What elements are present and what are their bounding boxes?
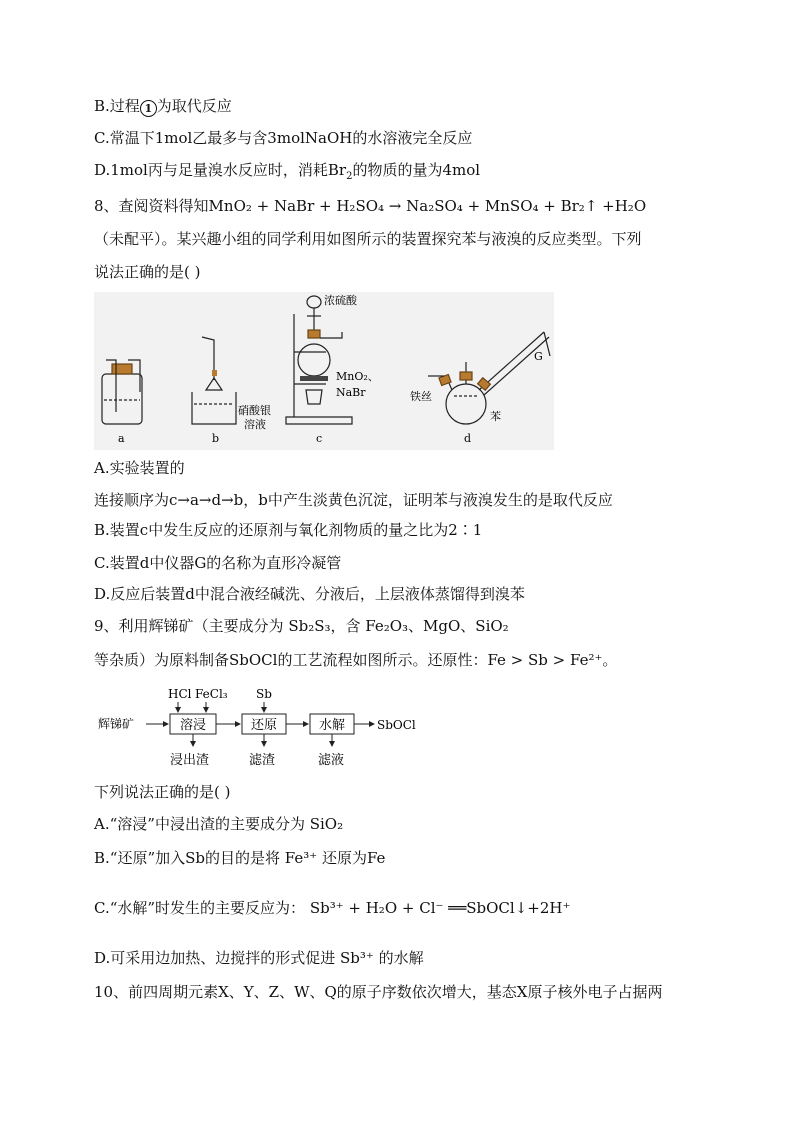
q10-stem-line1: 10、前四周期元素X、Y、Z、W、Q的原子序数依次增大，基态X原子核外电子占据两 (94, 983, 663, 1001)
process-flow-diagram (94, 684, 434, 774)
q9-stem-line1: 9、利用辉锑矿（主要成分为 Sb₂S₃，含 Fe₂O₃、MgO、SiO₂ (94, 617, 509, 635)
label-a: a (118, 432, 125, 445)
q8-equation: MnO₂ + NaBr + H₂SO₄ → Na₂SO₄ + MnSO₄ + Br₂↑ +H₂O (208, 197, 647, 215)
q7-option-b: B.过程 1 为取代反应 (94, 97, 232, 115)
label-g: G (534, 350, 543, 363)
apparatus-figure (94, 292, 554, 450)
svg-text:硝酸银: 硝酸银 (238, 404, 271, 417)
q9-option-d: D.可采用边加热、边搅拌的形式促进 Sb³⁺ 的水解 (94, 949, 424, 967)
svg-text:浓硫酸: 浓硫酸 (324, 294, 357, 307)
q8-option-b: B.装置c中发生反应的还原剂与氧化剂物质的量之比为2∶1 (94, 521, 483, 539)
svg-text:MnO₂、: MnO₂、 (336, 370, 379, 383)
label-d: d (464, 432, 472, 445)
svg-text:滤渣: 滤渣 (249, 753, 276, 768)
q9-option-a: A.“溶浸”中浸出渣的主要成分为 SiO₂ (94, 815, 344, 833)
svg-text:铁丝: 铁丝 (410, 390, 432, 403)
circled-number: 1 (140, 100, 157, 117)
svg-text:HCl: HCl (168, 687, 192, 701)
svg-text:还原: 还原 (251, 718, 278, 733)
q8-stem-line1: 8、查阅资料得知MnO₂ + NaBr + H₂SO₄ → Na₂SO₄ + MnSO₄ + Br₂↑ +H₂O (94, 197, 647, 215)
label-b: b (212, 432, 220, 445)
q7-option-d: D.1mol丙与足量溴水反应时，消耗$Br_2$的物质的量为4mol (94, 161, 481, 182)
q9-option-b: B.“还原”加入Sb的目的是将 Fe³⁺ 还原为Fe (94, 849, 386, 867)
svg-text:溶液: 溶液 (244, 418, 266, 431)
label-c: c (316, 432, 323, 445)
svg-text:水解: 水解 (319, 718, 346, 733)
svg-text:苯: 苯 (490, 410, 501, 423)
q9-option-c: C.“水解”时发生的主要反应为： Sb³⁺ + H₂O + Cl⁻ ══SbOCl↓+2H⁺ (94, 899, 571, 917)
svg-text:Sb: Sb (256, 687, 272, 701)
svg-text:浸出渣: 浸出渣 (170, 753, 210, 768)
flow-start: 辉锑矿 (98, 717, 135, 731)
q8-option-a-line2: 连接顺序为c→a→d→b，b中产生淡黄色沉淀，证明苯与液溴发生的是取代反应 (94, 491, 613, 509)
svg-text:滤液: 滤液 (318, 753, 345, 768)
q9-ask: 下列说法正确的是( ) (94, 783, 231, 801)
flow-product: SbOCl (377, 718, 416, 732)
q8-option-d: D.反应后装置d中混合液经碱洗、分液后，上层液体蒸馏得到溴苯 (94, 585, 525, 603)
q7-option-c: C.常温下1mol乙最多与含3molNaOH的水溶液完全反应 (94, 129, 473, 147)
svg-text:溶浸: 溶浸 (180, 718, 207, 733)
svg-text:NaBr: NaBr (336, 386, 366, 399)
q8-stem-line2: （未配平）。某兴趣小组的同学利用如图所示的装置探究苯与液溴的反应类型。下列 (94, 230, 642, 248)
svg-text:FeCl₃: FeCl₃ (195, 687, 228, 701)
q9-stem-line2: 等杂质）为原料制备SbOCl的工艺流程如图所示。还原性：Fe > Sb > Fe²⁺。 (94, 651, 618, 669)
q8-option-a-line1: A.实验装置的 (94, 459, 185, 477)
q8-stem-line3: 说法正确的是( ) (94, 263, 201, 281)
q8-option-c: C.装置d中仪器G的名称为直形冷凝管 (94, 554, 342, 572)
